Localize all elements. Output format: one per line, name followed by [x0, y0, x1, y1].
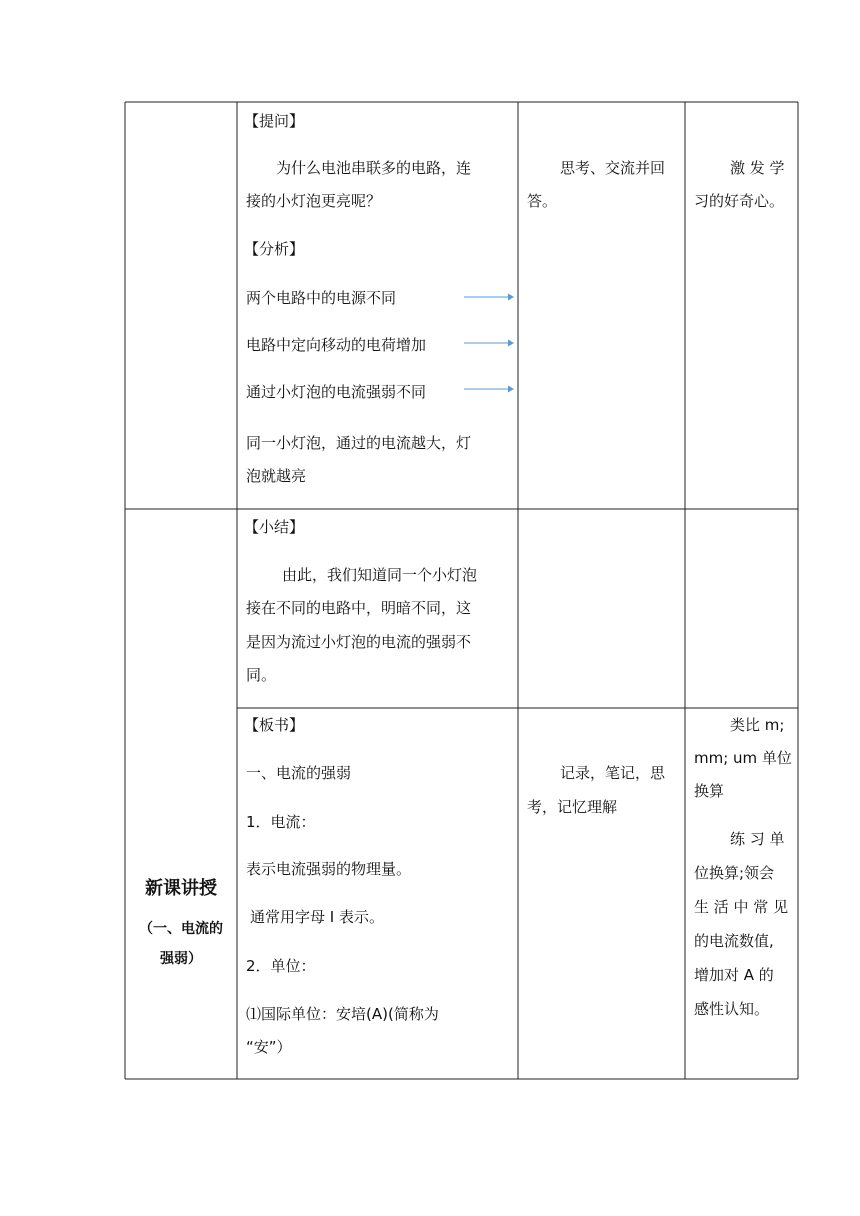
row3-intent-b-line2: 位换算;领会	[694, 864, 775, 882]
summary-tag: 【小结】	[244, 518, 305, 536]
section-title: 新课讲授	[145, 878, 217, 899]
summary-line1: 由此，我们知道同一个小灯泡	[282, 566, 478, 584]
analysis-item-2: 电路中定向移动的电荷增加	[246, 336, 427, 354]
analysis-tag: 【分析】	[244, 240, 305, 258]
row3-intent-b-line1: 练 习 单	[730, 830, 785, 848]
summary-line4: 同。	[246, 666, 277, 684]
row1-intent-line1: 激 发 学	[730, 159, 785, 177]
section-subtitle-line1: （一、电流的	[139, 921, 223, 937]
row3-student-line2: 考，记忆理解	[527, 798, 618, 816]
row3-intent-b-line3: 生 活 中 常 见	[694, 898, 789, 916]
board-item1-desc: 表示电流强弱的物理量。	[246, 860, 412, 878]
analysis-item-4-line1: 同一小灯泡，通过的电流越大，灯	[246, 434, 472, 452]
row3-intent-a-line1: 类比 m;	[730, 716, 785, 734]
analysis-item-1: 两个电路中的电源不同	[246, 289, 397, 307]
summary-line3: 是因为流过小灯泡的电流的强弱不	[246, 633, 472, 651]
row1-student-line2: 答。	[527, 192, 558, 210]
row3-intent-b-line6: 感性认知。	[694, 1000, 770, 1018]
row1-student-line1: 思考、交流并回	[560, 159, 666, 177]
summary-line2: 接在不同的电路中，明暗不同，这	[246, 599, 472, 617]
section-title-block	[126, 874, 236, 974]
board-tag: 【板书】	[244, 716, 305, 734]
section-subtitle-line2: 强弱）	[160, 951, 202, 967]
question-line1: 为什么电池串联多的电路，连	[276, 159, 472, 177]
question-tag: 【提问】	[244, 112, 305, 130]
row1-intent-line2: 习的好奇心。	[694, 192, 785, 210]
question-line2: 接的小灯泡更亮呢？	[246, 192, 382, 210]
row3-student-line1: 记录，笔记，思	[560, 764, 666, 782]
row3-intent-a-line2: mm; um 单位	[694, 749, 792, 767]
row3-intent-b-line5: 增加对 A 的	[694, 966, 774, 984]
board-item1: 1．电流：	[246, 813, 316, 831]
board-item2: 2．单位：	[246, 957, 316, 975]
right-arrow-icon	[464, 292, 514, 302]
analysis-item-4-line2: 泡就越亮	[246, 467, 307, 485]
board-heading: 一、电流的强弱	[246, 764, 352, 782]
row3-intent-b-line4: 的电流数值,	[694, 932, 774, 950]
board-item1-symbol: 通常用字母 I 表示。	[250, 908, 384, 926]
board-unit-line1: ⑴国际单位：安培(A)(简称为	[246, 1005, 439, 1023]
row3-intent-a-line3: 换算	[694, 782, 725, 800]
board-unit-line2: “安”）	[246, 1038, 292, 1056]
right-arrow-icon	[464, 338, 514, 348]
right-arrow-icon	[464, 384, 514, 394]
analysis-item-3: 通过小灯泡的电流强弱不同	[246, 383, 427, 401]
